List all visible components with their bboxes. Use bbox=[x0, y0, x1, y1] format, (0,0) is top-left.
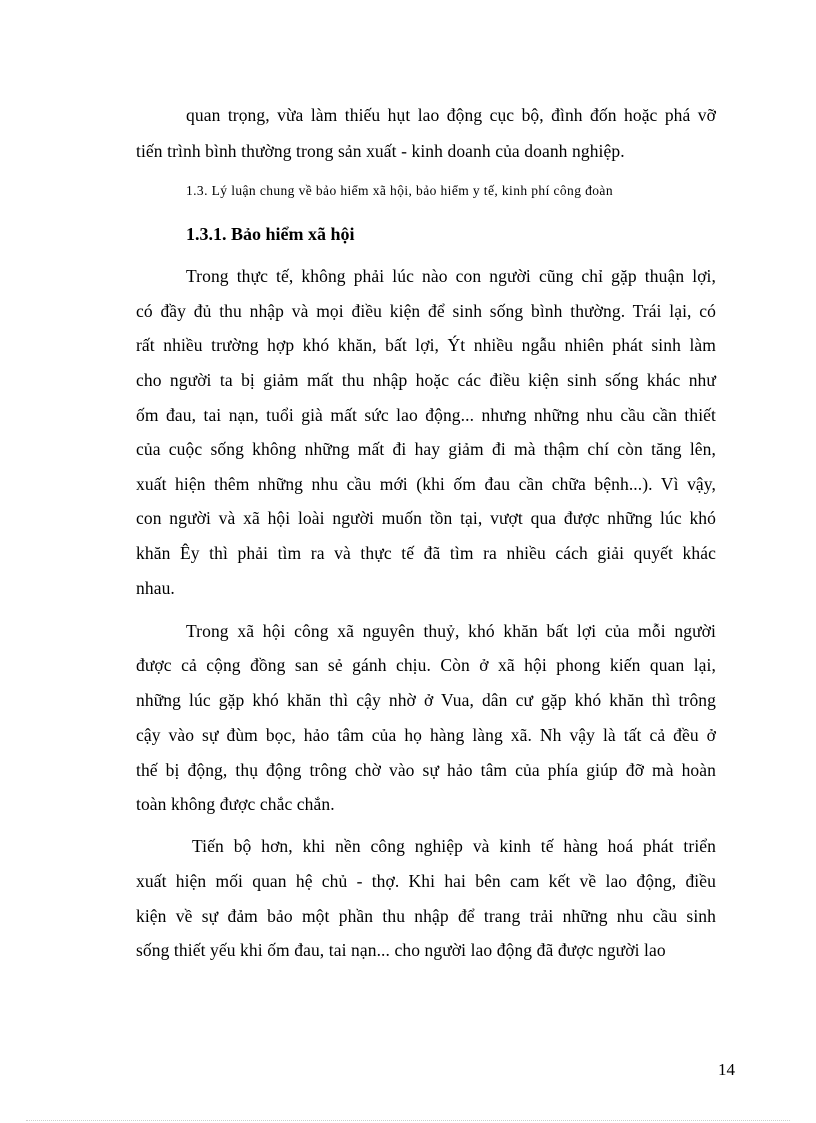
body-text-line: xuất hiện mối quan hệ chủ - thợ. Khi hai bên cam kết về lao động, điều bbox=[136, 871, 716, 891]
subsection-heading: 1.3.1. Bảo hiểm xã hội bbox=[186, 224, 355, 244]
body-text-line: khăn Êy thì phải tìm ra và thực tế đã tìm ra nhiều cách giải quyết khác bbox=[136, 543, 716, 563]
body-text-line: Tiến bộ hơn, khi nền công nghiệp và kinh tế hàng hoá phát triển bbox=[192, 836, 716, 856]
body-text-line: con người và xã hội loài người muốn tồn tại, vượt qua được những lúc khó bbox=[136, 508, 716, 528]
section-heading: 1.3. Lý luận chung về bảo hiểm xã hội, bảo hiểm y tế, kinh phí công đoàn bbox=[186, 183, 613, 198]
body-text-line: toàn không được chắc chắn. bbox=[136, 794, 335, 814]
body-text-line: những lúc gặp khó khăn thì cậy nhờ ở Vua, dân cư gặp khó khăn thì trông bbox=[136, 690, 716, 710]
body-text-line: Trong xã hội công xã nguyên thuỷ, khó khăn bất lợi của mỗi người bbox=[186, 621, 716, 641]
body-text-line: quan trọng, vừa làm thiếu hụt lao động cục bộ, đình đốn hoặc phá vỡ bbox=[186, 105, 716, 125]
body-text-line: của cuộc sống không những mất đi hay giảm đi mà thậm chí còn tăng lên, bbox=[136, 439, 716, 459]
body-text-line: kiện về sự đảm bảo một phần thu nhập để trang trải những nhu cầu sinh bbox=[136, 906, 716, 926]
body-text-line: rất nhiều trường hợp khó khăn, bất lợi, Ýt nhiều ngẫu nhiên phát sinh làm bbox=[136, 335, 716, 355]
body-text-line: thế bị động, thụ động trông chờ vào sự hảo tâm của phía giúp đỡ mà hoàn bbox=[136, 760, 716, 780]
page-number: 14 bbox=[718, 1060, 735, 1079]
body-text-line: nhau. bbox=[136, 578, 175, 598]
body-text-line: cho người ta bị giảm mất thu nhập hoặc các điều kiện sinh sống khác như bbox=[136, 370, 716, 390]
page-bottom-divider bbox=[26, 1120, 790, 1121]
body-text-line: cậy vào sự đùm bọc, hảo tâm của họ hàng làng xã. Nh vậy là tất cả đều ở bbox=[136, 725, 716, 745]
body-text-line: xuất hiện thêm những nhu cầu mới (khi ốm đau cần chữa bệnh...). Vì vậy, bbox=[136, 474, 716, 494]
body-text-line: sống thiết yếu khi ốm đau, tai nạn... cho người lao động đã được người lao bbox=[136, 940, 666, 960]
body-text-line: được cả cộng đồng san sẻ gánh chịu. Còn ở xã hội phong kiến quan lại, bbox=[136, 655, 716, 675]
body-text-line: tiến trình bình thường trong sản xuất - kinh doanh của doanh nghiệp. bbox=[136, 141, 625, 161]
body-text-line: ốm đau, tai nạn, tuổi già mất sức lao động... nhưng những nhu cầu cần thiết bbox=[136, 405, 716, 425]
body-text-line: Trong thực tế, không phải lúc nào con người cũng chỉ gặp thuận lợi, bbox=[186, 266, 716, 286]
body-text-line: có đầy đủ thu nhập và mọi điều kiện để sinh sống bình thường. Trái lại, có bbox=[136, 301, 716, 321]
